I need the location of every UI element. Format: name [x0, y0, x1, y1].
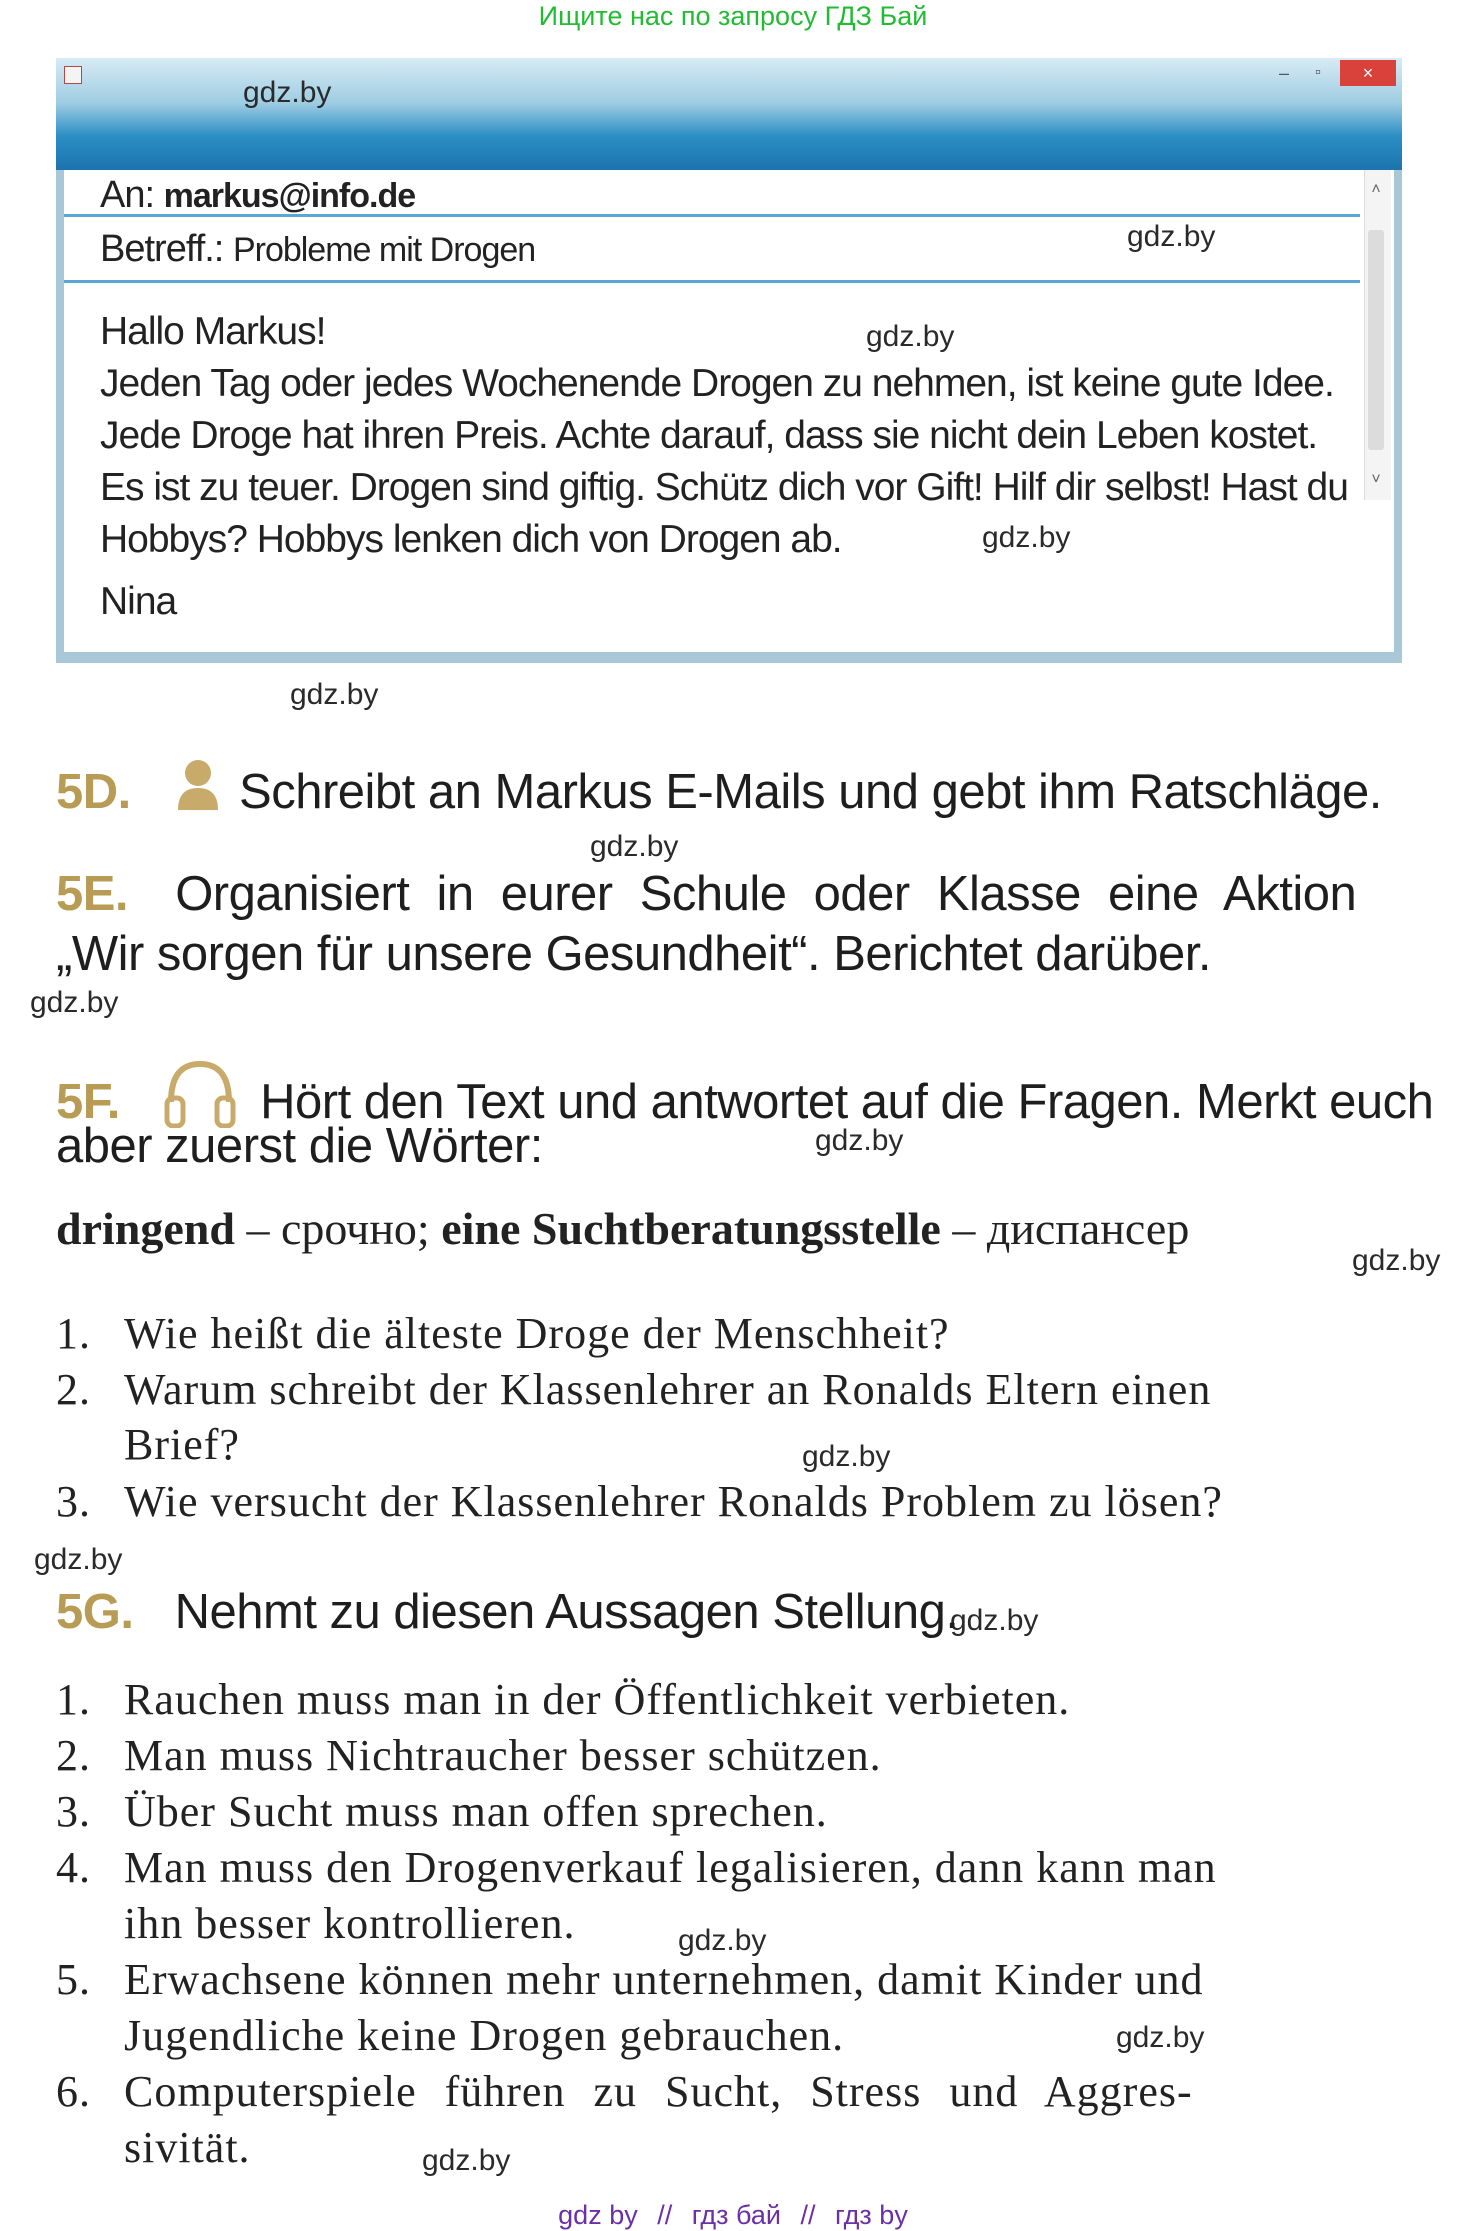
statement-item: 5. Erwachsene können mehr unternehmen, damit Kinder und: [56, 1955, 1204, 2004]
task-text: Hört den Text und antwortet auf die Fragen. Merkt euch: [260, 1075, 1434, 1129]
task-5g: [56, 1584, 958, 1640]
message-line: Hallo Markus!: [100, 310, 326, 353]
task-number: 5G.: [56, 1585, 134, 1639]
scrollbar-thumb[interactable]: [1368, 230, 1384, 450]
task-5f-line2: aber zuerst die Wörter:: [56, 1119, 543, 1173]
maximize-button[interactable]: ▫: [1315, 64, 1321, 81]
watermark: gdz.by: [290, 678, 379, 711]
watermark: gdz.by: [1116, 2021, 1205, 2054]
scroll-down-icon[interactable]: ˅: [1371, 471, 1381, 488]
email-window: [56, 58, 1402, 663]
task-text: Organisiert in eurer Schule oder Klasse eine Aktion: [175, 867, 1357, 921]
footer-links: [0, 2200, 1466, 2231]
app-icon: [64, 66, 82, 84]
footer-link[interactable]: гдз бай: [691, 2200, 781, 2230]
statement-item: 3. Über Sucht muss man offen sprechen.: [56, 1787, 828, 1836]
watermark: gdz.by: [815, 1124, 904, 1157]
task-number: 5F.: [56, 1075, 120, 1129]
message-line: Hobbys? Hobbys lenken dich von Drogen ab.: [100, 518, 842, 561]
message-signature: Nina: [100, 580, 177, 623]
watermark: gdz.by: [34, 1543, 123, 1576]
task-text: Schreibt an Markus E-Mails und gebt ihm Ratschläge.: [239, 765, 1382, 819]
question-continuation: Brief?: [124, 1420, 240, 1469]
question-item: 3. Wie versucht der Klassenlehrer Ronalds Problem zu lösen?: [56, 1477, 1223, 1526]
watermark: gdz.by: [30, 986, 119, 1019]
vocabulary-line: [56, 1202, 1189, 1255]
window-titlebar: [56, 58, 1402, 170]
subject-value: Probleme mit Drogen: [232, 231, 536, 269]
footer-separator: //: [800, 2200, 816, 2230]
watermark: gdz.by: [422, 2144, 511, 2177]
statement-item: 1. Rauchen muss man in der Öffentlichkeit verbieten.: [56, 1675, 1071, 1724]
vocab-word: dringend: [56, 1203, 235, 1254]
task-number: 5E.: [56, 867, 129, 921]
statement-item: 6. Computerspiele führen zu Sucht, Stress und Aggres-: [56, 2067, 1193, 2116]
vocab-word: eine Suchtberatungsstelle: [441, 1203, 941, 1254]
watermark: gdz.by: [678, 1924, 767, 1957]
statement-item: 4. Man muss den Drogenverkauf legalisieren, dann kann man: [56, 1843, 1217, 1892]
watermark: gdz.by: [802, 1440, 891, 1473]
watermark: gdz.by: [866, 320, 955, 353]
recipient-label: An:: [100, 174, 155, 216]
task-number: 5D.: [56, 765, 131, 819]
top-banner[interactable]: Ищите нас по запросу ГДЗ Бай: [538, 1, 928, 31]
statement-continuation: sivität.: [124, 2123, 251, 2172]
close-button[interactable]: ×: [1340, 60, 1396, 86]
watermark: gdz.by: [982, 521, 1071, 554]
recipient-field[interactable]: [64, 170, 1360, 217]
person-icon: [174, 758, 222, 812]
question-item: 1. Wie heißt die älteste Droge der Menschheit?: [56, 1309, 950, 1358]
statement-continuation: ihn besser kontrollieren.: [124, 1899, 576, 1948]
task-5e: [56, 866, 1356, 922]
footer-link[interactable]: gdz by: [558, 2200, 638, 2230]
watermark: gdz.by: [1127, 220, 1216, 253]
minimize-button[interactable]: –: [1278, 63, 1289, 83]
footer-link[interactable]: гдз by: [835, 2200, 908, 2230]
statement-continuation: Jugendliche keine Drogen gebrauchen.: [124, 2011, 845, 2060]
watermark: gdz.by: [1352, 1244, 1441, 1277]
message-line: Es ist zu teuer. Drogen sind giftig. Schütz dich vor Gift! Hilf dir selbst! Hast du: [100, 466, 1348, 509]
scroll-up-icon[interactable]: ˄: [1371, 181, 1381, 198]
recipient-value: markus@info.de: [163, 177, 416, 215]
footer-separator: //: [657, 2200, 673, 2230]
message-line: Jeden Tag oder jedes Wochenende Drogen zu nehmen, ist keine gute Idee.: [100, 362, 1334, 405]
task-5d: [56, 758, 1382, 820]
statement-item: 2. Man muss Nichtraucher besser schützen.: [56, 1731, 882, 1780]
vocab-translation: – диспансер: [940, 1203, 1190, 1254]
watermark: gdz.by: [590, 830, 679, 863]
message-line: Jede Droge hat ihren Preis. Achte darauf, dass sie nicht dein Leben kostet.: [100, 414, 1318, 457]
subject-label: Betreff.:: [100, 228, 224, 270]
watermark: gdz.by: [950, 1604, 1039, 1637]
task-text: Nehmt zu diesen Aussagen Stellung.: [174, 1585, 959, 1639]
task-5e-line2: „Wir sorgen für unsere Gesundheit“. Berichtet darüber.: [56, 927, 1212, 981]
watermark: gdz.by: [243, 76, 332, 109]
question-item: 2. Warum schreibt der Klassenlehrer an Ronalds Eltern einen: [56, 1365, 1212, 1414]
vocab-translation: – срочно;: [234, 1203, 442, 1254]
